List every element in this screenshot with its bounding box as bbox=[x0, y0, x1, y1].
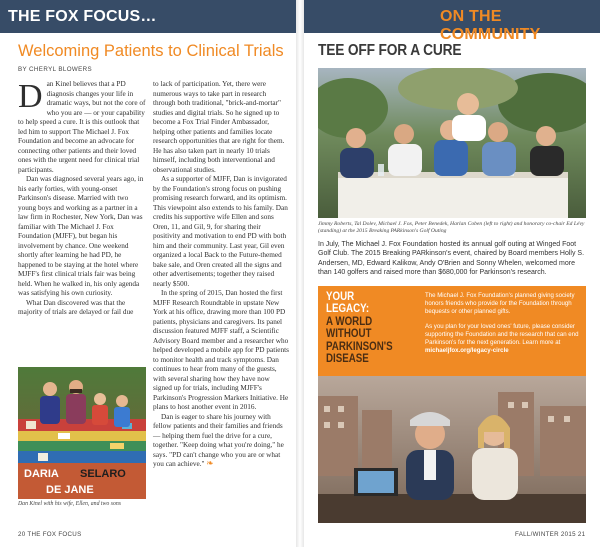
article-column-1 bbox=[18, 80, 146, 318]
step-sign-text: DE JANE bbox=[46, 484, 94, 496]
article-paragraph: What Dan discovered was that the majority of trials are delayed or fail due bbox=[18, 298, 134, 316]
legacy-circle-link[interactable]: michaeljfox.org/legacy-circle bbox=[425, 347, 509, 355]
legacy-callout-text bbox=[425, 292, 581, 361]
left-page-header bbox=[0, 0, 296, 33]
legacy-paragraph: The Michael J. Fox Foundation's planned giving society honors friends who provide for the Foundation through bequests or other planned gifts. bbox=[425, 292, 575, 316]
meeting-photo bbox=[318, 376, 586, 523]
right-page-number: 21 bbox=[577, 531, 586, 538]
article-paragraph: In the spring of 2015, Dan hosted the first MJFF Research Roundtable in upstate New York at his office, drawing more than 100 PD patients, physicians and caregivers. Its panel discussion featured MJFF staff, a Scientific Advisory Board member and a researcher who helped developed a mobile app for PD patients to monitor health and track symptoms. Dan continues to hear from many of the guests, with several sharing how they have now signed up for trials, including MJFF's Parkinson's Progression Markers Initiative. He plans to host another event in 2016. bbox=[153, 289, 289, 411]
golf-article-body: In July, The Michael J. Fox Foundation hosted its annual golf outing at Winged Foot Golf Club. The 2015 Breaking PARkinson's event, chaired by Board members Holly S. Andersen, MD, Edward Kalikow, Andy O'Brien and Sonny Whelen, welcomed more than 140 golfers and raised more than $680,000 for Parkinson's research. bbox=[318, 241, 585, 277]
article-paragraph: Dan was diagnosed several years ago, in his early forties, with young-onset Parkinson's disease. Married with two young boys and working as a partner in a law firm in Rochester, New York, Dan was familiar with The Michael J. Fox Foundation (MJFF), but began his involvement by chance. One weekend shortly after learning he had PD, he happened to be staying at the hotel where MJFF's first clinical trials fair was being held. When he walked in, his only agenda was satisfying his own curiosity. bbox=[18, 175, 144, 297]
left-page-number: 20 bbox=[18, 531, 26, 538]
right-page-label: FALL/WINTER 2015 bbox=[515, 531, 576, 538]
golf-outing-photo bbox=[318, 68, 586, 218]
article-column-2 bbox=[153, 80, 289, 470]
golf-photo-caption: Jimmy Roberts, Tal Dolev, Michael J. Fox, Peter Benedek, Harlan Coben (left to right) and honorary co-chair Ed Lévy (standing) at the 2015 Breaking PARkinson's Golf Outing bbox=[318, 221, 585, 234]
left-page-folio bbox=[18, 531, 82, 538]
step-sign-text: DARIA bbox=[24, 468, 59, 480]
legacy-paragraph: As you plan for your loved ones' future, please consider supporting the Foundation and the research that can end Parkinson's for the next generation. Learn more at michaeljfox.org/legacy-circle bbox=[425, 322, 579, 355]
article-paragraph: As a supporter of MJFF, Dan is invigorated by the Foundation's strong focus on pushing promising research forward, and its optimism. This viewpoint also extends to his family. Dan credits his supportive wife Ellen and sons Oren, 11, and Gil, 9, for sharing their positivity and motivation to end PD with both him and their community. Last year, Gil even organized a local Back to the Future-themed bake sale, and Oren created all the signs and other advertisements; together they raised nearly $500. bbox=[153, 175, 288, 288]
step-sign-text: SELARO bbox=[80, 468, 126, 480]
left-page-label: THE FOX FOCUS bbox=[27, 531, 82, 538]
legacy-callout-title bbox=[326, 290, 400, 364]
golf-photo-illustration bbox=[318, 68, 586, 218]
drop-cap: D bbox=[18, 78, 43, 115]
family-photo-caption: Dan Kinel with his wife, Ellen, and two sons bbox=[18, 501, 122, 507]
article-paragraph: to lack of participation. Yet, there were numerous ways to take part in research through both traditional, "brick-and-mortar" studies and digital trials. So he signed up to become a Fox Trial Finder Ambassador, helping other patients and families locate research opportunities that are right for them. He has also taken part in nearly 10 trials himself, including both interventional and observational studies. bbox=[153, 80, 285, 174]
right-page-header bbox=[304, 0, 600, 43]
golf-article-title: TEE OFF FOR A CURE bbox=[318, 42, 462, 59]
page-gutter bbox=[296, 0, 304, 547]
legacy-title-line: WITHOUT bbox=[326, 326, 372, 341]
legacy-title-line: PARKINSON'S bbox=[326, 338, 393, 353]
end-mark-icon: ❧ bbox=[206, 459, 214, 469]
family-photo-illustration bbox=[18, 367, 146, 499]
article-title: Welcoming Patients to Clinical Trials bbox=[18, 42, 284, 60]
legacy-callout bbox=[318, 286, 586, 376]
section-title-fox-focus: THE FOX FOCUS… bbox=[8, 8, 157, 25]
legacy-title-line: DISEASE bbox=[326, 351, 369, 366]
article-paragraph: Dan Kinel believes that a PD diagnosis changes your life in dramatic ways, but not the core of who you are — or your capability to help speed a cure. It is this outlook that led him to support The Michael J. Fox Foundation and become an advocate for connecting other patients and their loved ones with the urgent need for clinical trial participants. bbox=[18, 78, 146, 174]
meeting-photo-illustration bbox=[318, 376, 586, 523]
legacy-title-line: YOUR LEGACY: bbox=[326, 289, 370, 316]
section-title-community: ON THE COMMUNITY bbox=[440, 8, 541, 43]
legacy-title-line: A WORLD bbox=[326, 313, 373, 328]
article-byline: BY CHERYL BLOWERS bbox=[18, 66, 93, 73]
article-paragraph: Dan is eager to share his journey with fellow patients and their families and friends — helping them fuel the drive for a cure, together. "Keep doing what you're doing," he says. "PD can't change who you are or what you can achieve." ❧ bbox=[153, 412, 284, 469]
right-page-folio bbox=[515, 531, 585, 538]
family-photo bbox=[18, 367, 146, 499]
